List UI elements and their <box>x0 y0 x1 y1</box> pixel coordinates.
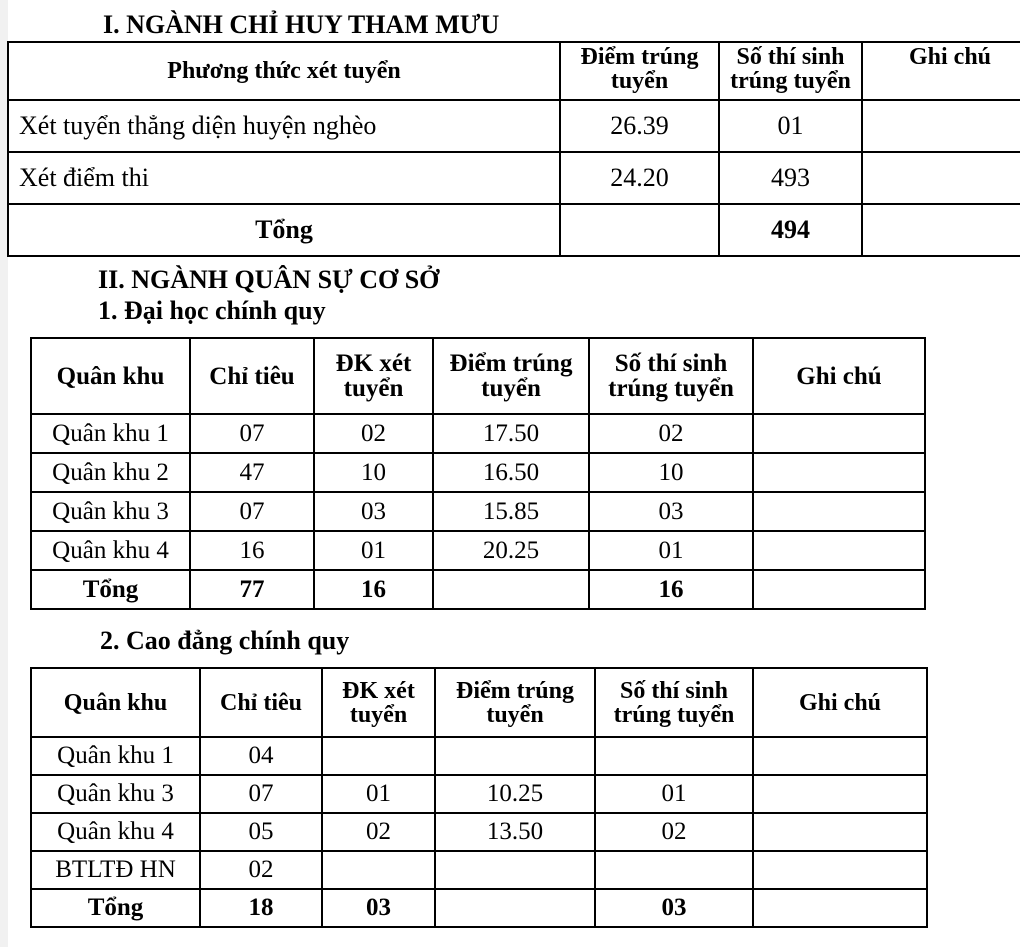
total-score <box>435 889 595 927</box>
cell-count: 10 <box>589 453 753 492</box>
total-note <box>862 204 1020 256</box>
cell-count: 02 <box>589 414 753 453</box>
cell-method: Xét điểm thi <box>8 152 560 204</box>
cell-region: BTLTĐ HN <box>31 851 200 889</box>
table-row <box>31 531 925 570</box>
table-total-row <box>31 889 927 927</box>
total-registered: 16 <box>314 570 433 609</box>
total-count: 16 <box>589 570 753 609</box>
total-score <box>433 570 589 609</box>
table-total-row <box>8 204 1020 256</box>
header-score: Điểm trúng tuyển <box>435 668 595 737</box>
cell-count: 493 <box>719 152 862 204</box>
table-row <box>31 813 927 851</box>
cell-score <box>435 737 595 775</box>
section2-heading: II. NGÀNH QUÂN SỰ CƠ SỞ <box>98 265 440 294</box>
cell-method: Xét tuyển thẳng diện huyện nghèo <box>8 100 560 152</box>
total-score <box>560 204 719 256</box>
section1-heading: I. NGÀNH CHỈ HUY THAM MƯU <box>103 10 500 39</box>
header-count: Số thí sinh trúng tuyển <box>589 338 753 414</box>
cell-score: 26.39 <box>560 100 719 152</box>
table-row <box>31 737 927 775</box>
cell-note <box>753 492 925 531</box>
table-header-row <box>31 668 927 737</box>
header-region: Quân khu <box>31 338 190 414</box>
cell-note <box>753 531 925 570</box>
cell-region: Quân khu 3 <box>31 775 200 813</box>
cell-note <box>753 775 927 813</box>
cell-quota: 47 <box>190 453 314 492</box>
header-region: Quân khu <box>31 668 200 737</box>
table-row <box>31 414 925 453</box>
total-count: 494 <box>719 204 862 256</box>
table-row <box>31 453 925 492</box>
total-registered: 03 <box>322 889 435 927</box>
total-count: 03 <box>595 889 753 927</box>
cell-registered: 10 <box>314 453 433 492</box>
header-note: Ghi chú <box>753 338 925 414</box>
table-header-row <box>31 338 925 414</box>
subsection1-heading: 1. Đại học chính quy <box>98 296 326 325</box>
cell-score: 20.25 <box>433 531 589 570</box>
cell-note <box>753 737 927 775</box>
college-table <box>30 667 928 928</box>
total-label: Tổng <box>31 889 200 927</box>
table-row <box>31 492 925 531</box>
cell-note <box>753 813 927 851</box>
cell-score: 16.50 <box>433 453 589 492</box>
cell-score: 15.85 <box>433 492 589 531</box>
total-label: Tổng <box>8 204 560 256</box>
cell-note <box>753 414 925 453</box>
cell-registered <box>322 851 435 889</box>
total-quota: 77 <box>190 570 314 609</box>
cell-registered: 01 <box>322 775 435 813</box>
total-label: Tổng <box>31 570 190 609</box>
header-score: Điểm trúng tuyển <box>433 338 589 414</box>
cell-quota: 07 <box>200 775 322 813</box>
total-note <box>753 889 927 927</box>
cell-note <box>753 453 925 492</box>
cell-quota: 07 <box>190 492 314 531</box>
table-row <box>8 152 1020 204</box>
section1-table <box>7 41 1020 257</box>
total-quota: 18 <box>200 889 322 927</box>
header-note: Ghi chú <box>862 42 1020 100</box>
cell-count <box>595 737 753 775</box>
table-header-row <box>8 42 1020 100</box>
cell-quota: 07 <box>190 414 314 453</box>
cell-score: 13.50 <box>435 813 595 851</box>
cell-region: Quân khu 1 <box>31 414 190 453</box>
cell-note <box>753 851 927 889</box>
header-score: Điểm trúng tuyển <box>560 42 719 100</box>
table-row <box>8 100 1020 152</box>
cell-count: 03 <box>589 492 753 531</box>
header-quota: Chỉ tiêu <box>190 338 314 414</box>
header-registered: ĐK xét tuyển <box>322 668 435 737</box>
cell-score: 17.50 <box>433 414 589 453</box>
cell-count: 01 <box>595 775 753 813</box>
header-count: Số thí sinh trúng tuyển <box>595 668 753 737</box>
header-registered: ĐK xét tuyển <box>314 338 433 414</box>
cell-region: Quân khu 3 <box>31 492 190 531</box>
cell-region: Quân khu 4 <box>31 531 190 570</box>
cell-score <box>435 851 595 889</box>
cell-score: 24.20 <box>560 152 719 204</box>
cell-count: 01 <box>589 531 753 570</box>
table-row <box>31 851 927 889</box>
cell-count <box>595 851 753 889</box>
header-method: Phương thức xét tuyển <box>8 42 560 100</box>
total-note <box>753 570 925 609</box>
cell-registered: 02 <box>322 813 435 851</box>
cell-quota: 16 <box>190 531 314 570</box>
cell-region: Quân khu 4 <box>31 813 200 851</box>
cell-region: Quân khu 1 <box>31 737 200 775</box>
header-quota: Chỉ tiêu <box>200 668 322 737</box>
cell-count: 02 <box>595 813 753 851</box>
header-count: Số thí sinh trúng tuyển <box>719 42 862 100</box>
cell-registered <box>322 737 435 775</box>
header-note: Ghi chú <box>753 668 927 737</box>
cell-registered: 02 <box>314 414 433 453</box>
cell-quota: 02 <box>200 851 322 889</box>
cell-count: 01 <box>719 100 862 152</box>
cell-region: Quân khu 2 <box>31 453 190 492</box>
cell-note <box>862 152 1020 204</box>
cell-quota: 04 <box>200 737 322 775</box>
cell-note <box>862 100 1020 152</box>
table-row <box>31 775 927 813</box>
university-table <box>30 337 926 610</box>
cell-score: 10.25 <box>435 775 595 813</box>
cell-registered: 01 <box>314 531 433 570</box>
subsection2-heading: 2. Cao đẳng chính quy <box>100 626 350 655</box>
cell-quota: 05 <box>200 813 322 851</box>
table-total-row <box>31 570 925 609</box>
cell-registered: 03 <box>314 492 433 531</box>
